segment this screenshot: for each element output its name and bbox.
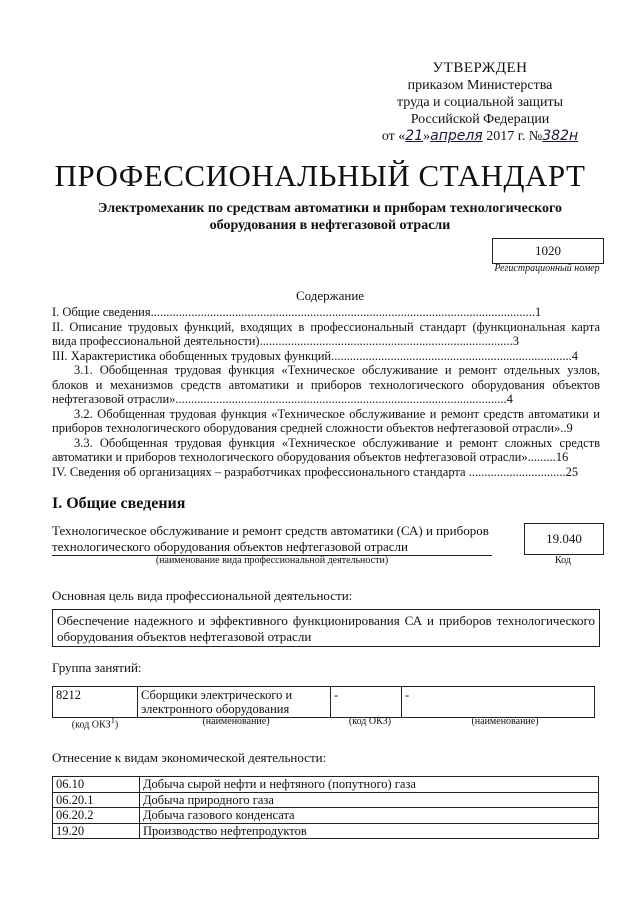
toc-entry[interactable] bbox=[52, 407, 600, 436]
approval-line: приказом Министерства bbox=[407, 78, 553, 93]
approval-line: Российской Федерации bbox=[410, 112, 550, 127]
activities-label: Отнесение к видам экономической деятельности: bbox=[52, 750, 327, 765]
table-row bbox=[53, 777, 599, 793]
okved-code: 06.10 bbox=[53, 777, 140, 793]
caption-text-end: ) bbox=[114, 719, 119, 731]
approval-date bbox=[360, 128, 600, 145]
table-of-contents bbox=[52, 305, 600, 479]
date-mid: » bbox=[423, 129, 431, 144]
goal-box: Обеспечение надежного и эффективного функционирования СА и приборов технологического оборудования объектов нефтегазовой отрасли bbox=[52, 609, 600, 647]
toc-entry[interactable] bbox=[52, 320, 600, 349]
caption-text: (код ОКЗ bbox=[71, 719, 111, 731]
toc-heading: Содержание bbox=[295, 288, 365, 303]
caption-okz-code-2: (код ОКЗ) bbox=[348, 716, 392, 727]
toc-entry-page: 16 bbox=[555, 450, 569, 464]
toc-entry[interactable] bbox=[52, 465, 600, 480]
toc-entry-text: II. Описание трудовых функций, входящих в профессиональный стандарт (функциональная карта вида профессиональной деятельности)................................................................................. bbox=[52, 319, 600, 348]
toc-entry-text: I. Общие сведения........................................................................................................................... bbox=[52, 305, 535, 319]
okz-name2-cell: - bbox=[402, 687, 595, 718]
okz-name-cell: Сборщики электрического и электронного оборудования bbox=[138, 687, 331, 718]
caption-name-2: (наименование) bbox=[471, 716, 539, 727]
okved-name: Добыча природного газа bbox=[140, 792, 599, 808]
toc-entry-page: 1 bbox=[534, 305, 542, 319]
group-label: Группа занятий: bbox=[52, 660, 142, 675]
approval-line: труда и социальной защиты bbox=[397, 95, 563, 110]
economic-activities-table bbox=[52, 776, 599, 839]
handwritten-month: апреля bbox=[430, 128, 483, 144]
caption-okz-code bbox=[52, 716, 138, 730]
toc-entry[interactable] bbox=[52, 349, 600, 364]
okz-code-cell: 8212 bbox=[53, 687, 138, 718]
registration-number-box: 1020 bbox=[492, 238, 604, 264]
okz-code2-cell: - bbox=[331, 687, 402, 718]
toc-entry[interactable] bbox=[52, 436, 600, 465]
toc-entry[interactable] bbox=[52, 305, 600, 320]
toc-entry-text: 3.2. Обобщенная трудовая функция «Техническое обслуживание и ремонт средств автоматики и приборов технологического оборудования средней сложности объектов нефтегазовой отрасли».. bbox=[52, 406, 600, 435]
activity-caption: (наименование вида профессиональной деятельности) bbox=[155, 555, 389, 566]
caption-name: (наименование) bbox=[202, 716, 270, 727]
handwritten-number: 382н bbox=[542, 128, 579, 144]
okved-name: Производство нефтепродуктов bbox=[140, 823, 599, 839]
toc-entry-text: IV. Сведения об организациях – разработчиках профессионального стандарта ............................... bbox=[52, 464, 566, 479]
toc-entry-page: 3 bbox=[512, 334, 519, 348]
toc-entry-page: 9 bbox=[566, 421, 573, 435]
approval-block bbox=[360, 60, 600, 145]
toc-entry-page: 25 bbox=[565, 464, 579, 479]
toc-entry-text: 3.3. Обобщенная трудовая функция «Техническое обслуживание и ремонт сложных средств автоматики и приборов технологического оборудования объектов нефтегазовой отрасли»......... bbox=[52, 435, 600, 464]
approval-heading: УТВЕРЖДЕН bbox=[432, 60, 528, 76]
okved-name: Добыча газового конденсата bbox=[140, 808, 599, 824]
date-year: 2017 г. № bbox=[482, 129, 543, 144]
registration-label: Регистрационный номер bbox=[494, 263, 600, 274]
page-subtitle: Электромеханик по средствам автоматики и приборам технологического оборудования в нефтегазовой отрасли bbox=[97, 201, 563, 233]
footnote-mark[interactable]: 1 bbox=[110, 716, 115, 725]
table-row bbox=[53, 808, 599, 824]
toc-entry-text: 3.1. Обобщенная трудовая функция «Техническое обслуживание и ремонт отдельных узлов, блоков и механизмов средств автоматики и приборов технологического оборудования объектов нефтегазовой отрасли».......................................................................................................... bbox=[52, 363, 600, 406]
activity-code-caption: Код bbox=[555, 555, 571, 566]
table-row bbox=[53, 823, 599, 839]
toc-entry-page: 4 bbox=[571, 348, 578, 363]
toc-entry-page: 4 bbox=[506, 392, 513, 406]
occupation-group-table bbox=[52, 686, 595, 718]
activity-code-box: 19.040 bbox=[524, 523, 604, 555]
activity-name: Технологическое обслуживание и ремонт средств автоматики (СА) и приборов технологического оборудования объектов нефтегазовой отрасли bbox=[52, 523, 492, 556]
date-prefix: от « bbox=[381, 129, 406, 144]
toc-entry-text: III. Характеристика обобщенных трудовых функций............................................................................. bbox=[52, 348, 572, 363]
goal-label: Основная цель вида профессиональной деятельности: bbox=[52, 588, 353, 603]
section-title: I. Общие сведения bbox=[52, 495, 186, 512]
okved-code: 06.20.2 bbox=[53, 808, 140, 824]
table-row bbox=[53, 687, 595, 718]
handwritten-day: 21 bbox=[405, 128, 424, 144]
page-title: ПРОФЕССИОНАЛЬНЫЙ СТАНДАРТ bbox=[54, 158, 586, 193]
okved-code: 19.20 bbox=[53, 823, 140, 839]
okved-code: 06.20.1 bbox=[53, 792, 140, 808]
toc-entry[interactable] bbox=[52, 363, 600, 407]
table-row bbox=[53, 792, 599, 808]
okved-name: Добыча сырой нефти и нефтяного (попутного) газа bbox=[140, 777, 599, 793]
